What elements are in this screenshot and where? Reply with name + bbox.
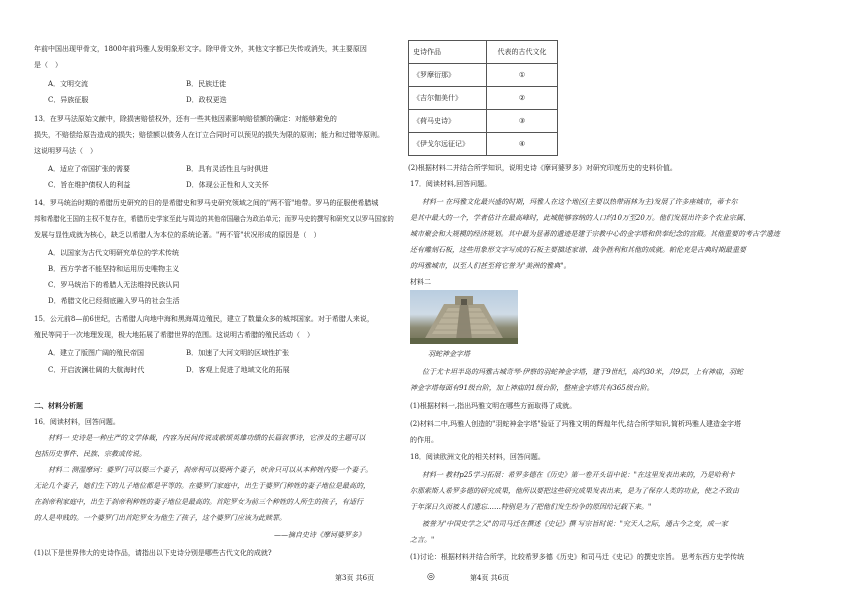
pyramid-illustration: [410, 290, 518, 344]
epic-table: [408, 40, 558, 156]
table-cell: ④: [487, 133, 558, 156]
table-header-row: [409, 41, 558, 64]
q15-option[interactable]: A．建立了版图广阔的殖民帝国: [48, 349, 145, 357]
q18-heading: 18．阅读欧洲文化的相关材料，回答问题。: [410, 453, 545, 461]
table-header: 代表的古代文化: [487, 41, 558, 64]
right-page-number: 第4页 共6页: [470, 574, 510, 582]
q17-material-line: 材料一 在玛雅文化最兴盛的时期，玛雅人在这个地区(主要以热带雨林为主)发展了许多座城市，蒂卡尔: [422, 198, 738, 206]
q17-material-line: 城市聚会和大规模的经济规划。其中最为显著的遗迹是建于宗教中心的金字塔和供奉纪念的宫殿。其他重要的考古学遗迹: [410, 230, 780, 238]
table-row: [409, 64, 558, 87]
q16-material-line: 的人是卑贱的。一个婆罗门出首陀罗女为他生了孩子，这个婆罗门应该为此赎罪。: [34, 514, 286, 522]
q18-material-line: 尔那索斯人希罗多德的研究成果，他所以要把这些研究成果发表出来，是为了保存人类的功业，使之不致由: [410, 487, 739, 495]
q16-ask-2: (2)根据材料二并结合所学知识，说明史诗《摩诃婆罗多》对研究印度历史的史料价值。: [408, 164, 677, 172]
table-cell: ②: [487, 87, 558, 110]
q12-text-line: 是（ ）: [34, 61, 62, 69]
q17-ask: 的作用。: [410, 436, 438, 444]
table-cell: 《吉尔伽美什》: [409, 87, 487, 110]
q15-text-line: 15．公元前8—前6世纪，古希腊人向地中海和黑海周边殖民，建立了数量众多的城邦国家。对于希腊人来说，: [34, 315, 374, 323]
q18-material-line: 之言。": [410, 536, 435, 544]
q14-option[interactable]: C．罗马统治下的希腊人无法维持民族认同: [48, 281, 180, 289]
q16-material-line: 材料一 史诗是一种庄严的文学体裁，内容为民间传说或歌颂英雄功绩的长篇叙事诗，它涉及的主题可以: [48, 434, 366, 442]
q13-text-line: 损失，不赔偿给原告造成的损失；赔偿额以债务人在订立合同时可以预见的损失为限的原则；能力和过错等原则。: [34, 131, 384, 139]
q15-option[interactable]: C．开启波澜壮阔的大航海时代: [48, 366, 145, 374]
q17-ask: (2)材料二中,玛雅人创造的"羽蛇神金字塔"验证了玛雅文明的辉煌年代,结合所学知识,简析玛雅人建造金字塔: [410, 420, 742, 428]
binding-hole-mark: ◎: [427, 572, 435, 582]
table-cell: 《伊戈尔远征记》: [409, 133, 487, 156]
q17-ask: (1)根据材料一,指出玛雅文明在哪些方面取得了成就。: [410, 402, 577, 410]
q12-option[interactable]: D．政权更迭: [186, 96, 227, 104]
q18-material-line: 被誉为"中国史学之父"的司马迁在撰述《史记》撰 写宗旨时说："究天人之际，通古今之变，成一家: [422, 520, 728, 528]
q14-text-line: 邦和希腊化王国的主权不复存在，希腊历史学家至此与周边的其他帝国融合为政治单元；而罗马史的撰写和研究又以罗马国家的: [34, 215, 394, 223]
q16-material-line: 在刹帝利家庭中，出生于刹帝利种姓的妻子地位是最高的。首陀罗女为前三个种姓的人所生的孩子，有适行: [34, 498, 363, 506]
table-cell: ①: [487, 64, 558, 87]
q16-heading: 16．阅读材料，回答问题。: [34, 418, 120, 426]
q15-option[interactable]: D．客观上促进了地域文化的拓展: [186, 366, 290, 374]
q16-source: ——摘自史诗《摩诃婆罗多》: [274, 531, 365, 539]
q13-text-line: 这说明罗马法（ ）: [34, 147, 97, 155]
q14-text-line: 发展与显性成就为核心，缺乏以希腊人为本位的系统论著。"两不管"状况形成的原因是（ ）: [34, 231, 321, 239]
q17-material-line: 还有雕刻石板，这些用象形文字写成的石板主要描述家谱、战争胜利和其他的成就。帕伦克是古典时期最重要: [410, 246, 746, 254]
table-row: [409, 110, 558, 133]
q13-option[interactable]: C．旨在维护债权人的利益: [48, 181, 131, 189]
q12-option[interactable]: B．民族迁徙: [186, 80, 227, 88]
q14-option[interactable]: B．西方学者不能坚持和运用历史唯物主义: [48, 265, 180, 273]
table-header: 史诗作品: [409, 41, 487, 64]
q13-option[interactable]: B．具有灵活性且与时俱进: [186, 165, 269, 173]
q15-text-line: 殖民等同于一次地理发现，极大地拓展了希腊世界的范围。这说明古希腊的殖民活动（ ）: [34, 331, 314, 339]
q15-option[interactable]: B．加速了大河文明的区域性扩张: [186, 349, 290, 357]
q16-ask-1: (1)以下是世界伟大的史诗作品，请指出以下史诗分别是哪些古代文化的成就?: [34, 549, 272, 557]
table-row: [409, 133, 558, 156]
table-cell: 《荷马史诗》: [409, 110, 487, 133]
q18-material-line: 材料一 教材p25学习拓展：希罗多德在《历史》第一卷开头语中说："在这里发表出来的，乃是哈利卡: [422, 471, 735, 479]
q17-material-line: 是其中最大的一个，学者估计在最高峰时，此城能够容纳的人口约10万至20万。他们发展出许多个农业宗属、: [410, 214, 750, 222]
photo-caption: 羽蛇神金字塔: [428, 350, 470, 358]
q16-material-line: 无论几个妻子，她们生下的儿子地位都是平等的。在婆罗门家庭中，出生于婆罗门种姓的妻子地位是最高的，: [34, 482, 370, 490]
q18-material-line: 于年深日久而被人们遗忘……特别是为了把他们发生纷争的原因给记载下来。": [410, 503, 652, 511]
q16-material-line: 材料二 测湿摩诃：婆罗门可以娶三个妻子，刹帝利可以娶两个妻子，吠舍只可以从本种姓内娶一个妻子。: [48, 466, 373, 474]
table-cell: ③: [487, 110, 558, 133]
pyramid-photo: [410, 290, 518, 344]
table-cell: 《罗摩衍那》: [409, 64, 487, 87]
q12-option[interactable]: C．异族征服: [48, 96, 89, 104]
q14-option[interactable]: A．以国家为古代文明研究单位的学术传统: [48, 249, 180, 257]
q13-option[interactable]: A．适应了帝国扩张的需要: [48, 165, 131, 173]
q17-material-line: 的玛雅城市，以至人们甚至将它誉为"美洲的雅典"。: [410, 262, 571, 270]
q14-text-line: 14．罗马统治时期的希腊历史研究的目的是希腊史和罗马史研究领域之间的"两不管"地带。罗马的征服使希腊城: [34, 199, 379, 207]
table-row: [409, 87, 558, 110]
q17-material2-label: 材料二: [410, 278, 431, 286]
q18-ask: (1)讨论：根据材料并结合所学，比较希罗多德《历史》和司马迁《史记》的撰史宗旨。 思考东西方史学传统: [410, 553, 745, 561]
q17-heading: 17．阅读材料,回答问题。: [410, 180, 492, 188]
q13-option[interactable]: D．体现公正性和人文关怀: [186, 181, 269, 189]
q12-option[interactable]: A．文明交流: [48, 80, 89, 88]
section-title: 二、材料分析题: [34, 402, 83, 410]
q14-option[interactable]: D．希腊文化已经彻底融入罗马的社会生活: [48, 297, 180, 305]
q12-text-line: 年前中国出现甲骨文，1800年前玛雅人发明象形文字。除甲骨文外，其他文字都已失传或消失，其主要原因: [34, 45, 367, 53]
q17-material2-line: 位于尤卡坦半岛的玛雅古城奇琴·伊察的羽蛇神金字塔，建于9世纪，高约30米，共9层，上有神庙，羽蛇: [422, 368, 744, 376]
left-page-number: 第3页 共6页: [335, 574, 375, 582]
q13-text-line: 13．在罗马法原始文献中，除损害赔偿权外，还有一些其他因素影响赔偿额的确定：对能够避免的: [34, 115, 337, 123]
q16-material-line: 包括历史事件、民族、宗教或传说。: [34, 450, 146, 458]
q17-material2-line: 神金字塔每面有91级台阶，加上神庙的1级台阶，整座金字塔共有365级台阶。: [410, 384, 654, 392]
